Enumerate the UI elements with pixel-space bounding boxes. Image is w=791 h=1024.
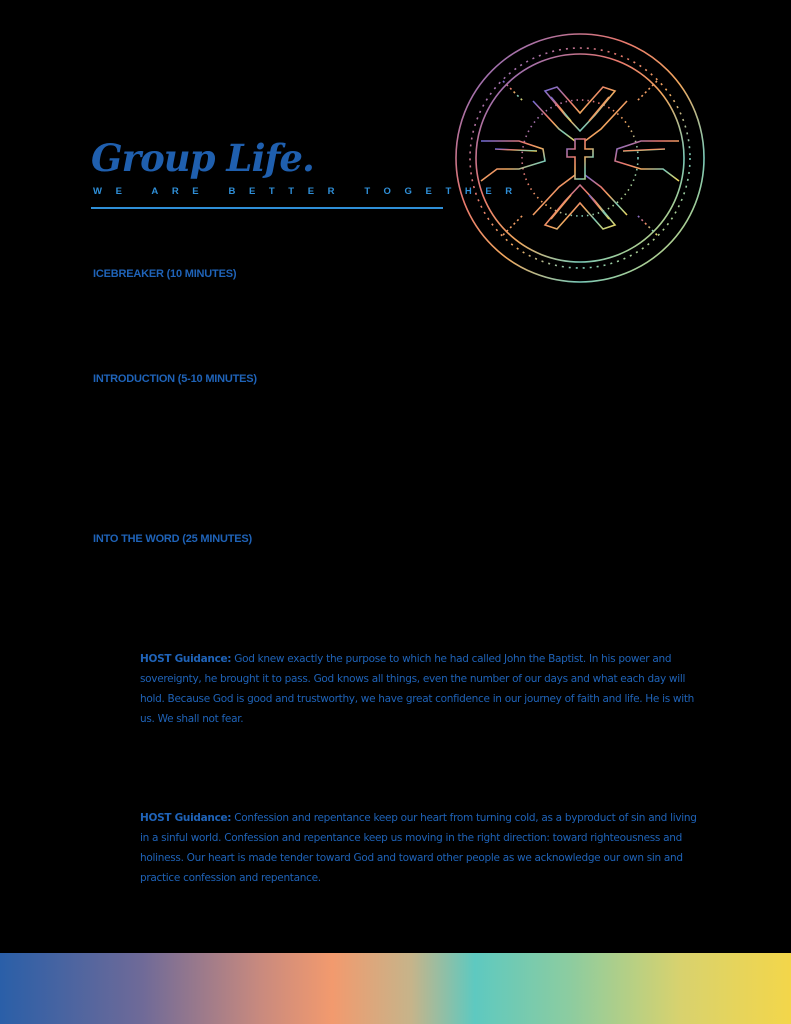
section-heading-into-the-word: INTO THE WORD (25 MINUTES) — [93, 533, 252, 545]
cross-hands-emblem-icon — [453, 31, 707, 285]
tagline: WE ARE BETTER TOGETHER — [93, 186, 526, 197]
page-title: Group Life. — [91, 136, 314, 180]
host-guidance-1 — [140, 649, 705, 729]
title-underline — [91, 207, 443, 209]
host-guidance-2 — [140, 808, 705, 888]
host-guidance-text: Confession and repentance keep our heart from turning cold, as a byproduct of sin and living in a sinful world. Confession and repentance keep us moving in the right direction: toward righteousness and holiness. Our heart is made tender toward God and toward other people as we acknowledge our own sin and practice confession and repentance. — [140, 812, 697, 884]
host-guidance-label: HOST Guidance: — [140, 812, 232, 824]
host-guidance-label: HOST Guidance: — [140, 653, 232, 665]
section-heading-introduction: INTRODUCTION (5-10 MINUTES) — [93, 373, 257, 385]
host-guidance-text: God knew exactly the purpose to which he had called John the Baptist. In his power and sovereignty, he brought it to pass. God knows all things, even the number of our days and what each day will hold. Because God is good and trustworthy, we have great confidence in our journey of faith and life. He is with us. We shall not fear. — [140, 653, 695, 725]
footer-gradient-band — [0, 953, 791, 1024]
section-heading-icebreaker: ICEBREAKER (10 MINUTES) — [93, 268, 237, 280]
